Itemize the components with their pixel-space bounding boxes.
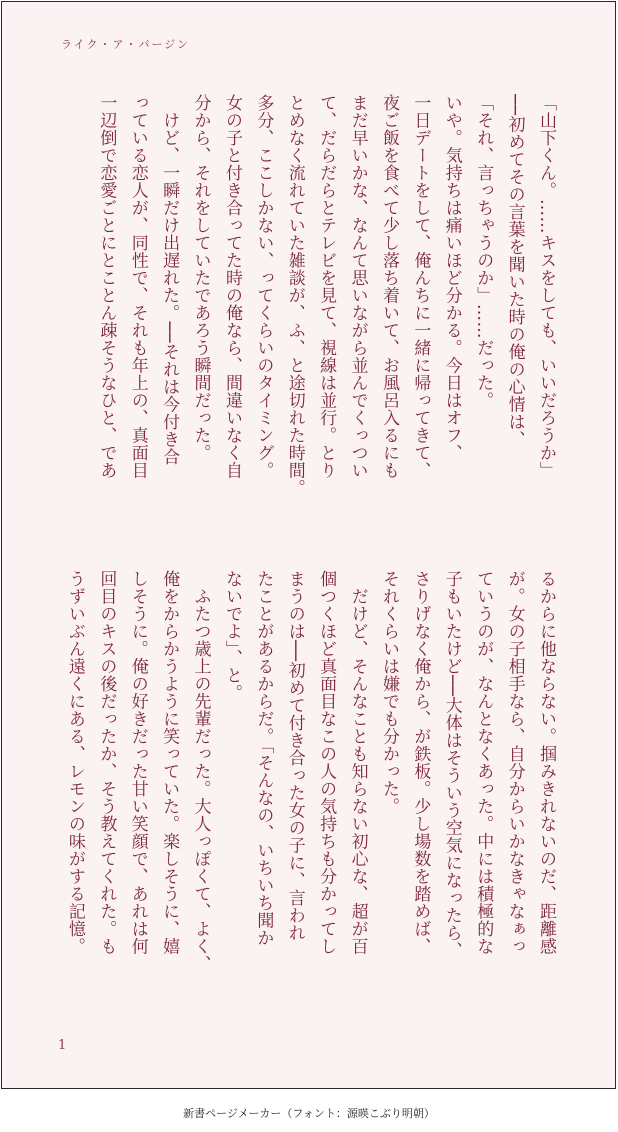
text-line: それくらいは嫌でも分かった。: [378, 570, 399, 815]
text-line: しそうに。俺の好きだった甘い笑顔で、あれは何: [127, 570, 148, 955]
text-line: 個つくほど真面目なこの人の気持ちも分かってし: [316, 570, 337, 955]
text-line: 「山下くん。……キスをしても、いいだろうか」: [536, 94, 556, 479]
text-line: 一辺倒で恋愛ごとにとことん疎そうなひと、であ: [96, 94, 117, 479]
text-line: 一日デートをして、俺んちに一緒に帰ってきて、: [410, 94, 431, 479]
text-line: 女の子と付き合ってた時の俺なら、間違いなく自: [221, 94, 242, 479]
text-line: ふたつ歳上の先輩だった。大人っぽくて、よく、: [190, 570, 211, 973]
text-line: 回目のキスの後だったか、そう教えてくれた。も: [96, 570, 117, 955]
text-line: るからに他ならない。掴みきれないのだ、距離感: [536, 570, 556, 955]
text-line: 多分、ここしかない、ってくらいのタイミング。: [253, 94, 274, 479]
text-line: 子もいたけど──大体はそういう空気になったら、: [441, 570, 462, 959]
footer-credit: 新書ページメーカー（フォント：源暎こぶり明朝）: [183, 1107, 435, 1120]
text-line: ──初めてその言葉を聞いた時の俺の心情は、: [504, 94, 525, 448]
text-line: ていうのが、なんとなくあった。中には積極的な: [473, 570, 494, 955]
text-line: だけど、そんなことも知らない初心な、超が百: [347, 570, 368, 955]
text-line: が。女の子相手なら、自分からいかなきゃなぁっ: [504, 570, 525, 955]
text-line: 俺をからかうように笑っていた。楽しそうに、嬉: [159, 570, 180, 955]
text-line: っている恋人が、同性で、それも年上の、真面目: [127, 94, 148, 479]
text-line: 分から、それをしていたであろう瞬間だった。: [190, 94, 211, 462]
text-line: 「それ、言っちゃうのか」……だった。: [473, 94, 494, 409]
text-line: けど、一瞬だけ出遅れた。──それは今付き合: [159, 94, 180, 466]
text-line: ないでよ」、と。: [221, 570, 242, 702]
text-line: 夜ご飯を食べて少し落ち着いて、お風呂入るにも: [378, 94, 399, 479]
text-block-bottom: [53, 570, 561, 1000]
text-line: うずいぶん遠くにある、レモンの味がする記憶。: [64, 570, 85, 955]
text-line: まうのは──初めて付き合った女の子に、言われ: [284, 570, 305, 942]
text-line: て、だらだらとテレビを見て、視線は並行。とり: [316, 94, 337, 479]
text-line: さりげなく俺から、が鉄板。少し場数を踏めば、: [410, 570, 431, 955]
text-line: とめなく流れていた雑談が、ふ、と途切れた時間。: [284, 94, 305, 497]
book-page: [1, 1, 616, 1089]
text-line: まだ早いかな、なんて思いながら並んでくっつい: [347, 94, 368, 479]
page-number: 1: [58, 1038, 67, 1053]
text-block-top: [53, 94, 561, 534]
text-line: いや。気持ちは痛いほど分かる。今日はオフ、: [441, 94, 462, 462]
running-header: ライク・ア・バージン: [61, 38, 190, 51]
text-line: たことがあるからだ。「そんなの、いちいち聞か: [253, 570, 274, 947]
